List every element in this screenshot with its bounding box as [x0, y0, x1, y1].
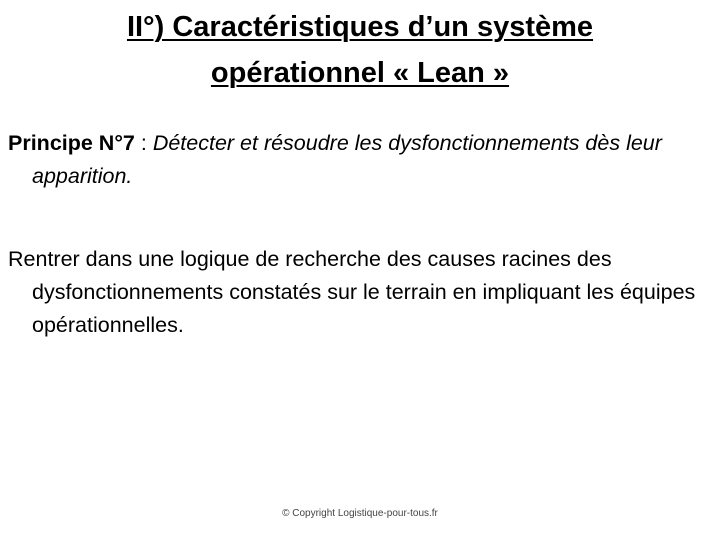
body-paragraph: Rentrer dans une logique de recherche des causes racines des dysfonctionnements constatés sur le terrain en impliquant les équipes opérationnelles. — [8, 247, 696, 337]
slide-title — [0, 4, 720, 96]
principle-paragraph — [8, 127, 714, 193]
slide-title-line-1: II°) Caractéristiques d’un système — [126, 11, 594, 43]
principle-separator: : — [134, 131, 153, 155]
principle-label: Principe N°7 — [8, 131, 135, 155]
slide-title-line-2: opérationnel « Lean » — [210, 57, 510, 89]
principle-text: Détecter et résoudre les dysfonctionnements dès leur apparition. — [32, 131, 662, 188]
copyright-footer: © Copyright Logistique-pour-tous.fr — [282, 508, 438, 519]
